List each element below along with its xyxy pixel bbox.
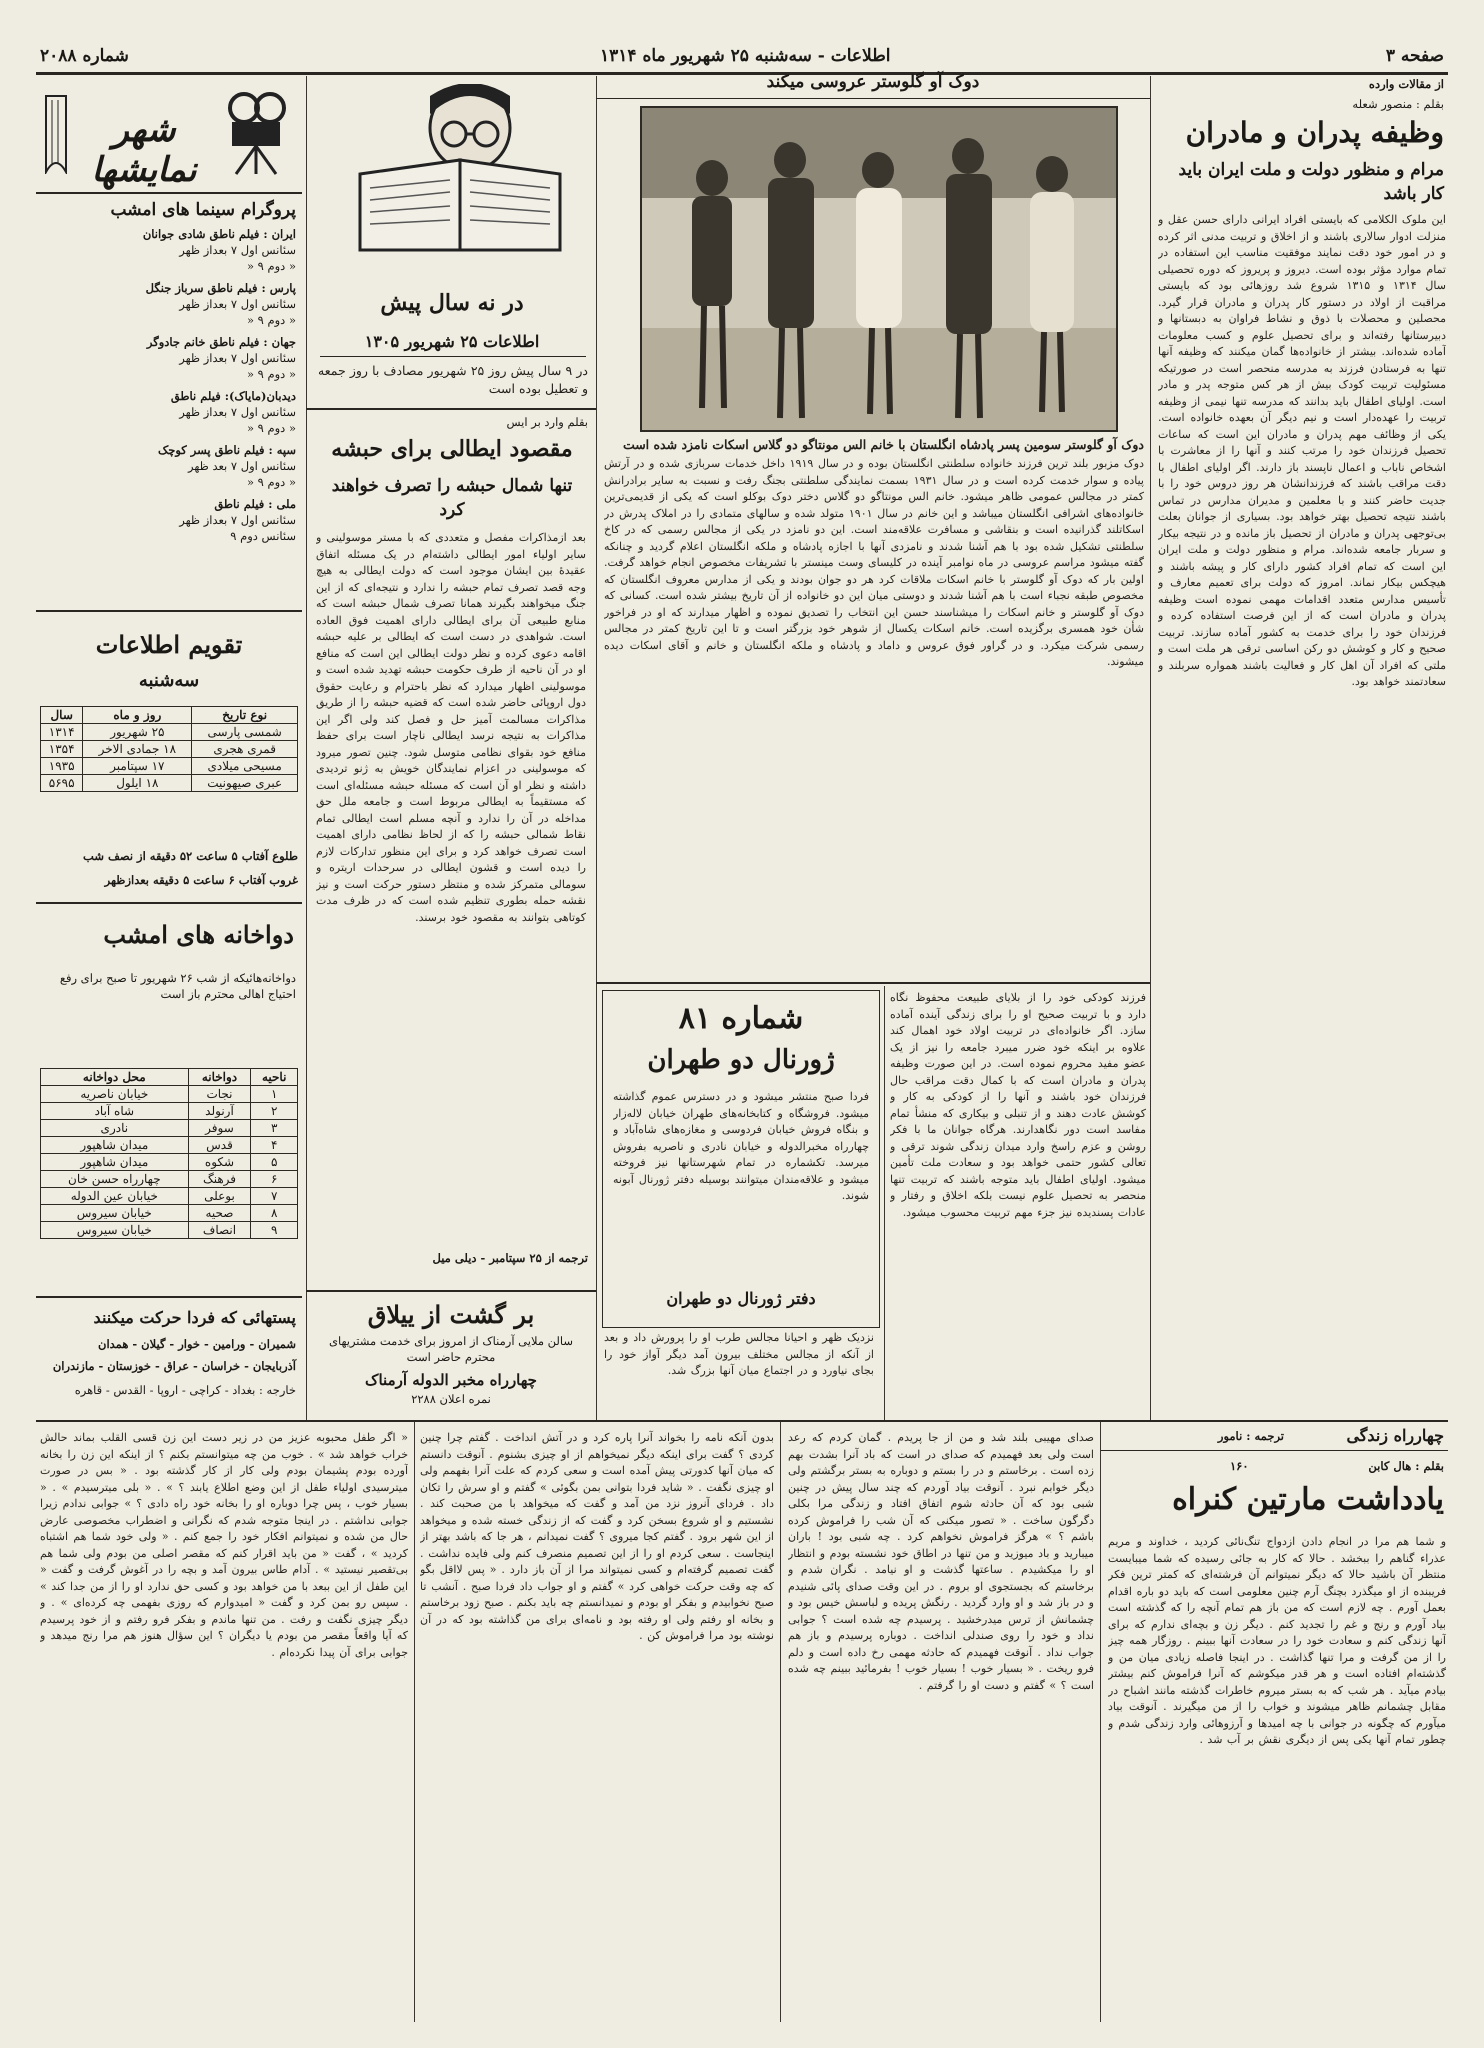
- pharmacy-cell: بوعلی: [188, 1188, 251, 1205]
- cinema-name: جهان : فیلم ناطق خانم جادوگر: [146, 335, 296, 349]
- pharmacy-cell: ۸: [251, 1205, 298, 1222]
- pharmacy-cell: شاه آباد: [41, 1103, 189, 1120]
- calendar-section: [36, 616, 302, 906]
- duties-byline: بقلم : منصور شعله: [1352, 97, 1444, 111]
- cinema-time: سئانس اول ۷ بعداز ظهر: [179, 513, 296, 527]
- pharmacy-cell: ۷: [251, 1188, 298, 1205]
- italy-body-text: بعد ازمذاکرات مفصل و متعددی که با مستر موسولینی و سایر اولیاء امور ایطالی داشته‌ام در یک مسئله اتفاق عقیدهٔ بین ایشان موجود است که دولت ایطالی به هیچ وجه قصد تصرف تمام حبشه را ندارد و نتیجه‌ای که از این جنگ میخواهند بگیرند همانا تصرف شمال حبشه است که منابع طبیعی آن برای ایطالی دارای اهمیت فوق العاده است. شواهدی در دست است که ایطالی بر علیه حبشه اقامه دعوی کرده و نظر دولت ایطالی این است که منافع او در آن ناحیه از طرف حکومت حبشه تهدید شده است و موسولینی اظهار میدارد که نظر باحترام و رعایت حقوق دول اروپائی حاضر شده است که قضیه حبشه را از طریق مذاکرات مسالمت آمیز حل و فصل کند ولی اگر این مذاکرات به نتیجه نرسد ایطالی ناچار است برای حفظ منافع خود بقوای نظامی متوسل شود. چنین تصور میرود که موسولینی در اعزام نمایندگان خویش به ژنو تردیدی داشته و نظر او آن است که مسئله حبشه مسئله‌ای است که مستقیماً به ایطالی مربوط است و جامعه ملل حق مداخله در آن را ندارد و آنچه مسلم است ایطالی تمام نقاط شمالی حبشه را که از لحاظ نظامی دارای اهمیت است تصرف خواهد کرد و برای این منظور تدارکات لازم را دیده است و قشون ایطالی در سرحدات اریتره و سومالی متمرکز شده و منتظر دستور حرکت است و نیز نقشه حمله بطوری تنظیم شده است که در ظرف مدت کوتاهی بتوانند به مقصود خود برسند.: [316, 531, 586, 924]
- cartoon: [330, 84, 580, 254]
- cinema-time: « دوم ۹ «: [246, 367, 296, 381]
- duties-heading: وظیفه پدران و مادران: [1185, 116, 1444, 149]
- cinema-rule: [36, 192, 302, 194]
- calendar-table: [40, 706, 298, 792]
- sunrise: طلوع آفتاب ۵ ساعت ۵۲ دقیقه از نصف شب: [83, 849, 298, 863]
- nine-years-rule: [320, 356, 586, 357]
- post-line: آذربایجان - خراسان - عراق - خوزستان - مازندران: [52, 1359, 296, 1373]
- wedding-rule: [596, 98, 1150, 99]
- cinema-item: [40, 496, 296, 544]
- italy-heading: مقصود ایطالی برای حبشه: [331, 436, 573, 462]
- duties-subheading: مرام و منظور دولت و ملت ایران باید کار باشد: [1178, 160, 1444, 204]
- post-line: خارجه : بغداد - کراچی - اروپا - القدس - قاهره: [74, 1383, 296, 1397]
- post-heading: پستهائی که فردا حرکت میکنند: [93, 1308, 296, 1327]
- calendar-cell: عبری صیهونیت: [192, 775, 298, 792]
- pharmacy-cell: شکوه: [188, 1154, 251, 1171]
- cinema-time: سئانس اول ۷ بعداز ظهر: [179, 351, 296, 365]
- post-section: [36, 1302, 302, 1418]
- calendar-header-row: [41, 707, 298, 724]
- pharmacy-row: [41, 1205, 298, 1222]
- return-ref: نمره اعلان ۲۲۸۸: [411, 1392, 491, 1406]
- return-address: چهارراه مخبر الدوله آرمناک: [365, 1371, 537, 1389]
- magazine-body-text: فردا صبح منتشر میشود و در دسترس عموم گذاشته میشود. فروشگاه و کتابخانه‌های طهران خیابان لاله‌زار و بنگاه فروش خیابان فردوسی و مغازه‌های شاه‌آباد و چهارراه مخبرالدوله و خیابان نادری و ناصریه بفروش میرسد. تکشماره در تمام شهرستانها نیز فروخته میشود و علاقه‌مندان میتوانند بوسیله دفتر ژورنال آبونه شوند.: [613, 1090, 869, 1202]
- pharmacy-cell: نادری: [41, 1120, 189, 1137]
- calendar-rule: [36, 610, 302, 612]
- pharmacy-row: [41, 1120, 298, 1137]
- wedding-heading: دوک آو گلوستر عروسی میکند: [766, 72, 980, 92]
- calendar-cell: مسیحی میلادی: [192, 758, 298, 775]
- pharmacy-header: دواخانه: [188, 1069, 251, 1086]
- curtain-icon: [44, 94, 68, 174]
- calendar-cell: ۵۶۹۵: [41, 775, 83, 792]
- memoir-number: ۱۶۰: [1230, 1459, 1249, 1473]
- calendar-day: سه‌شنبه: [138, 670, 200, 691]
- calendar-header: سال: [41, 707, 83, 724]
- memoir-rule: [1100, 1450, 1448, 1451]
- return-box: [312, 1296, 590, 1416]
- magazine-box: [602, 990, 880, 1328]
- cinema-item: [40, 388, 296, 436]
- sunset: غروب آفتاب ۶ ساعت ۵ دقیقه بعدازظهر: [104, 873, 298, 887]
- italy-byline: بقلم وارد بر ایس: [506, 415, 588, 429]
- cinema-name: دیدبان(مایاک): فیلم ناطق: [170, 389, 296, 403]
- pharmacy-row: [41, 1086, 298, 1103]
- italy-rule: [306, 408, 596, 410]
- pharmacy-table: [40, 1068, 298, 1239]
- magazine-heading: شماره ۸۱: [678, 1001, 804, 1036]
- pharmacy-cell: ۶: [251, 1171, 298, 1188]
- cinema-logo: [44, 90, 294, 190]
- cinema-time: سئانس اول ۷ بعد ظهر: [188, 459, 296, 473]
- cinema-time: سئانس اول ۷ بعداز ظهر: [179, 243, 296, 257]
- pharmacy-cell: میدان شاهپور: [41, 1154, 189, 1171]
- cinema-heading: پروگرام سینما های امشب: [110, 200, 296, 220]
- pharmacy-header: محل دواخانه: [41, 1069, 189, 1086]
- cinema-name: ملی : فیلم ناطق: [214, 497, 296, 511]
- return-rule: [306, 1290, 596, 1292]
- memoir-column-4: « اگر طفل محبوبه عزیز من در زیر دست این زن قسی القلب بماند حالش خراب خواهد شد » . خوب من چه میتوانستم بکنم ؟ از اینکه این زن را بخانه آورده بودم پشیمان بودم ولی کار از کار گذشته بود . « بس در صورت میترسیدی اولیاء طفل از این وضع اطلاع یابند ؟ » . « بلی میترسیدم » . « بسیار خوب ، پس چرا دوباره او را بخانه خود راه دادی ؟ » جوابی ندادم زیرا جوابی نداشتم . در اینجا متوجه شدم که نگرانی و اضطراب مخصوصی عارض حال من شده و نمیتوانم افکار خود را جمع کنم . « ولی خود شما هم اشتباه کردید » ، گفت « من باید اقرار کنم که مقصر اصلی من بودم ولی شما هم بی‌تقصیر نیستید » . آدام طاس بیرون آمد و بچه را در آغوش گرفت و گفت « این طفل از این ببعد با من خواهد بود و کسی حق ندارد او را از من جدا کند » . سپس رو بمن کرد و گفت « امیدوارم که روزی بفهمی چه کرده‌ای » . و دیگر چیزی نگفت و رفت . من تنها ماندم و بفکر فرو رفتم و از خود پرسیدم که آیا واقعاً مقصر من بودم یا دیگران ؟ این سؤال هنوز هم مرا رنج میدهد و جوابی برای آن پیدا نکرده‌ام .: [40, 1431, 408, 1659]
- magazine-footer: دفتر ژورنال دو طهران: [666, 1289, 816, 1308]
- wedding-photo: [640, 106, 1118, 432]
- pharmacy-cell: ۹: [251, 1222, 298, 1239]
- wedding-bottom-rule: [596, 982, 1150, 984]
- wedding-body-text: دوک مزبور بلند ترین فرزند خانواده سلطنتی انگلستان بوده و در سال ۱۹۱۹ داخل خدمات سربازی شده و در آرتش پیاده و سوار خدمت کرده است و در سال ۱۹۳۱ بسمت نمایندگی سلطنتی بجنگ رفت و نسبت به سایر برادرانش کمتر در مجالس عمومی ظاهر میشود. خانم الس مونتاگو دو گلاس دختر دوک بوکلو است که یکی از قدیمی‌ترین خانواده‌های اشرافی انگلستان میباشد و این خانم در سال ۱۹۰۱ متولد شده و سالهای متمادی را در املاک پدرش در اسکاتلند گذرانیده است و بنقاشی و مسافرت علاقه‌مند است. این دو نامزد در یکی از مجالس رسمی که در کاخ سلطنتی تشکیل شده بود با هم آشنا شدند و نامزدی آنها با اجازه پادشاه و ملکه انگلستان اعلام گردید و چنانکه گفته میشود مراسم عروسی در ماه نوامبر آینده در کلیسای وست مینستر با تشریفات مخصوص انجام خواهد گرفت. اولین بار که دوک آو گلوستر با خانم اسکات ملاقات کرد هر دو جوان بودند و یکی از مدارس معروف انگلستان که مخصوص طبقه نجباء است با هم آشنا شدند و دوستی میان این دو خانواده از آن تاریخ بیشتر شده است. کسانی که دوک آو گلوستر و خانم اسکات را میشناسند حسن این انتخاب را تصدیق نموده و اظهار میدارند که او در فراخور شأن خود همسری برگزیده است. خانم اسکات یکسال از شوهر خود بزرگتر است و تا این تاریخ کمتر در مجالس رسمی شرکت میکرد. و در گراور فوق عروس و داماد و پادشاه و ملکه انگلستان و خانم و آقای اسکات دیده میشوند.: [604, 457, 1144, 668]
- calendar-cell: ۱۷ سپتامبر: [83, 758, 192, 775]
- masthead: [40, 46, 1444, 70]
- memoir-column-2: صدای مهیبی بلند شد و من از جا پریدم . گمان کردم که رعد است ولی بعد فهمیدم که صدای در است که باد آنرا بشدت بهم زده است . برخاستم و در را بستم و دوباره به بستر برگشتم ولی دیگر خوابم نبرد . آنوقت بیاد آوردم که چند سال پیش در چنین شبی بود که آن حادثه شوم اتفاق افتاد و زندگی مرا بکلی دگرگون ساخت . « تصور میکنی که آن شب را فراموش کرده باشم ؟ » هرگز فراموش نخواهم کرد . چه شبی بود ! باران میبارید و باد میوزید و من تنها در اطاق خود نشسته بودم و انتظار او را میکشیدم . ساعتها گذشت و او نیامد . نگران شدم و برخاستم که بجستجوی او بروم . در این وقت صدای پائی شنیدم و در باز شد و او وارد گردید . رنگش پریده و لباسش خیس بود و چشمانش از ترس میدرخشید . پرسیدم چه شده است ؟ جوابی نداد و خود را روی صندلی انداخت . دوباره پرسیدم و باز هم جواب نداد . آنوقت فهمیدم که حادثه مهمی رخ داده است و دلم فرو ریخت . « بسیار خوب ! بسیار خوب ! بفرمائید ببینم چه شده است ؟ » گفتم و دست او را گرفتم .: [788, 1431, 1094, 1692]
- column-rule: [1100, 1422, 1101, 2022]
- calendar-header: نوع تاریخ: [192, 707, 298, 724]
- cinema-item: [40, 334, 296, 382]
- cinema-name: سپه : فیلم ناطق پسر کوچک: [157, 443, 296, 457]
- masthead-title: اطلاعات - سه‌شنبه ۲۵ شهریور ماه ۱۳۱۴: [600, 46, 891, 66]
- memoir-translator: ترجمه : نامور: [1217, 1429, 1284, 1443]
- cinema-time: « دوم ۹ «: [246, 475, 296, 489]
- page-number: صفحه ۳: [1385, 46, 1444, 66]
- wedding-caption: دوک آو گلوستر سومین پسر پادشاه انگلستان با خانم الس مونتاگو دو گلاس اسکات نامزد شده است: [622, 437, 1144, 452]
- memoir-section-label: چهارراه زندگی: [1346, 1426, 1444, 1445]
- pharmacy-cell: فرهنگ: [188, 1171, 251, 1188]
- pharmacy-cell: میدان شاهپور: [41, 1137, 189, 1154]
- column-rule: [596, 76, 597, 1420]
- column-rule: [780, 1422, 781, 2022]
- pharmacy-cell: ۲: [251, 1103, 298, 1120]
- italy-subheading: تنها شمال حبشه را تصرف خواهند کرد: [331, 476, 573, 520]
- memoir-series: بقلم : هال کابن: [1368, 1459, 1444, 1473]
- pharmacy-header: ناحیه: [251, 1069, 298, 1086]
- pharmacy-cell: خیابان سیروس: [41, 1222, 189, 1239]
- pharmacy-row: [41, 1171, 298, 1188]
- pharmacy-row: [41, 1137, 298, 1154]
- pharmacy-row: [41, 1154, 298, 1171]
- calendar-cell: ۱۸ جمادی الاخر: [83, 741, 192, 758]
- italy-date-line: ترجمه از ۲۵ سپتامبر - دیلی میل: [432, 1251, 588, 1265]
- calendar-cell: ۱۳۱۴: [41, 724, 83, 741]
- pharmacy-cell: خیابان عین الدوله: [41, 1188, 189, 1205]
- column-rule: [306, 76, 307, 1420]
- cinema-logo-text: شهر نمایشها: [91, 110, 197, 190]
- cinema-name: پارس : فیلم ناطق سرباز جنگل: [145, 281, 296, 295]
- newspaper-reader-illustration: [330, 84, 580, 254]
- lower-section-rule: [36, 1420, 1448, 1422]
- memoir-heading: یادداشت مارتین کنراه: [1172, 1482, 1444, 1517]
- pharmacy-rule: [36, 902, 302, 904]
- pharmacy-cell: خیابان ناصریه: [41, 1086, 189, 1103]
- calendar-heading: تقویم اطلاعات: [95, 630, 243, 659]
- pharmacy-section: [36, 908, 302, 1298]
- film-camera-icon: [222, 90, 292, 176]
- nine-years-heading: در نه سال پیش: [380, 290, 524, 316]
- pharmacy-heading: دواخانه های امشب: [103, 920, 294, 949]
- calendar-cell: ۱۳۵۴: [41, 741, 83, 758]
- issue-number: شماره ۲۰۸۸: [40, 46, 129, 66]
- pharmacy-header-row: [41, 1069, 298, 1086]
- pharmacy-cell: ۵: [251, 1154, 298, 1171]
- return-text: سالن ملایی آرمناک از امروز برای خدمت مشتریهای محترم حاضر است: [328, 1334, 574, 1364]
- pharmacy-cell: آرنولد: [188, 1103, 251, 1120]
- cinema-item: [40, 226, 296, 274]
- cinema-time: سئانس اول ۷ بعداز ظهر: [179, 405, 296, 419]
- pharmacy-intro: دواخانه‌هائیکه از شب ۲۶ شهریور تا صبح برای رفع احتیاج اهالی محترم باز است: [59, 971, 296, 1001]
- memoir-column-3: بدون آنکه نامه را بخواند آنرا پاره کرد و در آتش انداخت . گفتم چرا چنین کردی ؟ گفت برای اینکه دیگر نمیخواهم از او چیزی بشنوم . آنوقت دانستم که میان آنها کدورتی پیش آمده است و سعی کردم که علت آنرا بفهمم ولی او چیزی نگفت . « شاید فردا بتوانی بمن بگوئی » گفتم و او سرش را تکان داد . فردای آنروز نزد من آمد و گفت که میخواهد با من صحبت کند . نشستیم و او شروع بسخن کرد و گفت که از زندگی خسته شده و میخواهد از این شهر برود . گفتم کجا میروی ؟ گفت نمیدانم ، هر جا که باشد بهتر از اینجاست . سعی کردم او را از این تصمیم منصرف کنم ولی فایده نداشت . گفت تصمیم گرفته‌ام و کسی نمیتواند مرا از آن باز دارد . « پس لااقل بگو که چه وقت حرکت خواهی کرد » گفتم و او جواب داد فردا صبح . آنشب تا صبح نخوابیدم و بفکر او بودم و نمیدانستم چه باید بکنم . صبح زود برخاستم و بخانه او رفتم ولی او رفته بود و نامه‌ای برای من گذاشته بود که در آن نوشته بود مرا فراموش کن .: [420, 1431, 774, 1642]
- column-rule: [884, 986, 885, 1420]
- post-line: شمیران - ورامین - خوار - گیلان - همدان: [98, 1337, 296, 1351]
- calendar-cell: ۱۸ ایلول: [83, 775, 192, 792]
- cinema-list: [40, 226, 296, 550]
- calendar-row: [41, 758, 298, 775]
- wedding-photo-image: [642, 108, 1116, 430]
- cinema-item: [40, 442, 296, 490]
- cinema-time: « دوم ۹ «: [246, 313, 296, 327]
- pharmacy-row: [41, 1103, 298, 1120]
- calendar-cell: شمسی پارسی: [192, 724, 298, 741]
- cinema-section: [36, 80, 302, 612]
- cinema-item: [40, 280, 296, 328]
- pharmacy-cell: خیابان سیروس: [41, 1205, 189, 1222]
- column-rule: [1150, 76, 1151, 1420]
- cinema-time: « دوم ۹ «: [246, 259, 296, 273]
- cinema-time: « دوم ۹ «: [246, 421, 296, 435]
- nine-years-text: در ۹ سال پیش روز ۲۵ شهریور مصادف با روز جمعه و تعطیل بوده است: [318, 363, 588, 396]
- calendar-cell: قمری هجری: [192, 741, 298, 758]
- pharmacy-cell: چهارراه حسن خان: [41, 1171, 189, 1188]
- calendar-row: [41, 724, 298, 741]
- duties-body-text: این ملوک الکلامی که بایستی افراد ایرانی دارای حسن عقل و منزلت ادوار سالاری باشند و از اخلاق و تربیت مدنی اثر کرده و در امور خود دقت نمایند موفقیت مناسب این استفاده در تمام موارد مؤثر بوده است. دیروز و پریروز که دوره تحصیلی سال ۱۳۱۴ و ۱۳۱۵ شروع شد روزهائی بود که بایستی مراقبت از اولاد در دستور کار پدران و مادران قرار گیرد. محصلین و محصلات با ذوق و نشاط فراوان به دبستانها و دبیرستانها رفته‌اند و برای تحصیل علوم و کسب معلومات آماده شده‌اند. بیشتر از خانواده‌ها گمان میکنند که وظیفه آنها تنها به فرستادن فرزند به مدرسه منحصر است در صورتیکه مسئولیت تربیت کودک بیش از هر کس متوجه پدر و مادر است. اولیای اطفال باید بدانند که مدرسه تنها نیمی از وظیفه تربیت را عهده‌دار است و نیم دیگر آن بعهده خانواده است. یکی از وظائف مهم پدران و مادران این است که ساعات تحصیل فرزندان خود را مرتب کنند و آنها را از معاشرت با اشخاص ناباب و اعمال ناپسند باز دارند. اگر اولیای اطفال با دقت مراقب باشند که فرزندانشان هر روز دروس خود را با جدیت حاضر کنند و با معلمین و مدیران مدارس در تماس باشند نتیجه تحصیل بهتر خواهد بود. بسیاری از جوانان بعلت بی‌توجهی پدران و مادران از تحصیل باز مانده و در نتیجه بیکار و سربار جامعه شده‌اند. مرام و منظور دولت و ملت ایران این است که تمام افراد کشور دارای کار و پیشه باشند و هیچکس بیکار نماند. امروز که دولت برای تعمیم معارف و تأسیس مدارس متعدد اقدامات مهمی نموده است وظیفه پدران و مادران است که از این فرصت استفاده کرده و فرزندان خود را برای خدمت به کشور آماده سازند. تربیت صحیح و کار و کوشش دو رکن اساسی ترقی هر ملت است و ملتی که افراد آن اهل کار و فعالیت باشند همواره سربلند و سعادتمند خواهد بود.: [1158, 213, 1446, 688]
- nine-years-subheading: اطلاعات ۲۵ شهریور ۱۳۰۵: [364, 332, 540, 351]
- calendar-row: [41, 741, 298, 758]
- pharmacy-cell: صحیه: [188, 1205, 251, 1222]
- pharmacy-cell: ۳: [251, 1120, 298, 1137]
- calendar-row: [41, 775, 298, 792]
- cinema-name: ایران : فیلم ناطق شادی جوانان: [142, 227, 296, 241]
- duties-section-label: از مقالات وارده: [1368, 77, 1444, 91]
- memoir-body-text: و شما هم مرا در انجام دادن ازدواج تنگ‌نائی کردید ، خداوند و مریم عذراء گناهم را ببخشد . حالا که کار به جائی رسیده که شما میبایست منتظر آن باشید حالا که دیگر نمیتوانم آن فرشته‌ای که کمتر ترین فکر فریبنده از او میگذرد بچنگ آرم چنین معلومی است که باید دو باره اقدام بعمل آورم . چه لازم است که من باز هم تمام آنچه را که گذشته است بیاد آورم و رنج و غم را تجدید کنم . دیگر زن و بچه‌ای ندارم که برای آنها زندگی کنم و سعادت خود را در سعادت آنها ببینم . روزگار همه چیز را از من گرفت و مرا تنها گذاشت . در اینجا فاصله زیادی میان من و گذشته‌ام افتاده است و هر قدر میکوشم که آنرا فراموش کنم بیشتر بیادم میآید . هر شب که به بستر میروم خاطرات گذشته مانند اشباح در مقابل چشمانم ظاهر میشوند و خواب را از من میگیرند . آنوقت بیاد میآورم که چگونه در جوانی با چه امیدها و آرزوهائی وارد زندگی شدم و چطور تمام آنها یکی پس از دیگری نقش بر آب شد .: [1108, 1535, 1446, 1746]
- calendar-header: روز و ماه: [83, 707, 192, 724]
- pharmacy-row: [41, 1188, 298, 1205]
- pharmacy-cell: قدس: [188, 1137, 251, 1154]
- return-heading: بر گشت از ییلاق: [367, 1300, 535, 1329]
- pharmacy-cell: سوفر: [188, 1120, 251, 1137]
- cinema-time: سئانس دوم ۹: [230, 529, 296, 543]
- post-rule: [36, 1296, 302, 1298]
- pharmacy-row: [41, 1222, 298, 1239]
- column-rule: [414, 1422, 415, 2022]
- calendar-cell: ۱۹۳۵: [41, 758, 83, 775]
- pharmacy-cell: ۱: [251, 1086, 298, 1103]
- magazine-title: ژورنال دو طهران: [647, 1045, 835, 1075]
- pharmacy-cell: انصاف: [188, 1222, 251, 1239]
- centre-right-text: فرزند کودکی خود را از بلایای طبیعت محفوظ نگاه دارد و با تربیت صحیح او را برای زندگی آینده آماده سازد. اگر خانواده‌ای در تربیت اولاد خود اهمال کند علاوه بر اینکه خود ضرر میبرد جامعه را نیز از یک عضو مفید محروم نموده است. در این صورت وظیفه پدران و مادران است که با کمال دقت مراقب حال فرزندان خود باشند و آنها را از کودکی به کار و کوشش عادت دهند و از تنبلی و بیکاری که منشأ تمام مفاسد است دور نگاهدارند. هرگاه جوانان ما با فکر روشن و عزم راسخ وارد میدان زندگی شوند ترقی و تعالی کشور حتمی خواهد بود و سعادت ملت تأمین میشود. اولیای اطفال باید متوجه باشند که تربیت تنها منحصر به تحصیل علوم نیست بلکه اخلاق و رفتار و عادات پسندیده نیز جزء مهم تربیت محسوب میشود.: [890, 991, 1146, 1219]
- cinema-time: سئانس اول ۷ بعداز ظهر: [179, 297, 296, 311]
- centre-bottom-text: نزدیک ظهر و احیانا مجالس طرب او را پرورش داد و بعد از آنکه از مجالس مختلف بیرون آمد دیگر آواز خود را بجای نیاورد و در اجتماع میان آنها بزرگ شد.: [604, 1331, 874, 1377]
- pharmacy-cell: نجات: [188, 1086, 251, 1103]
- pharmacy-cell: ۴: [251, 1137, 298, 1154]
- calendar-cell: ۲۵ شهریور: [83, 724, 192, 741]
